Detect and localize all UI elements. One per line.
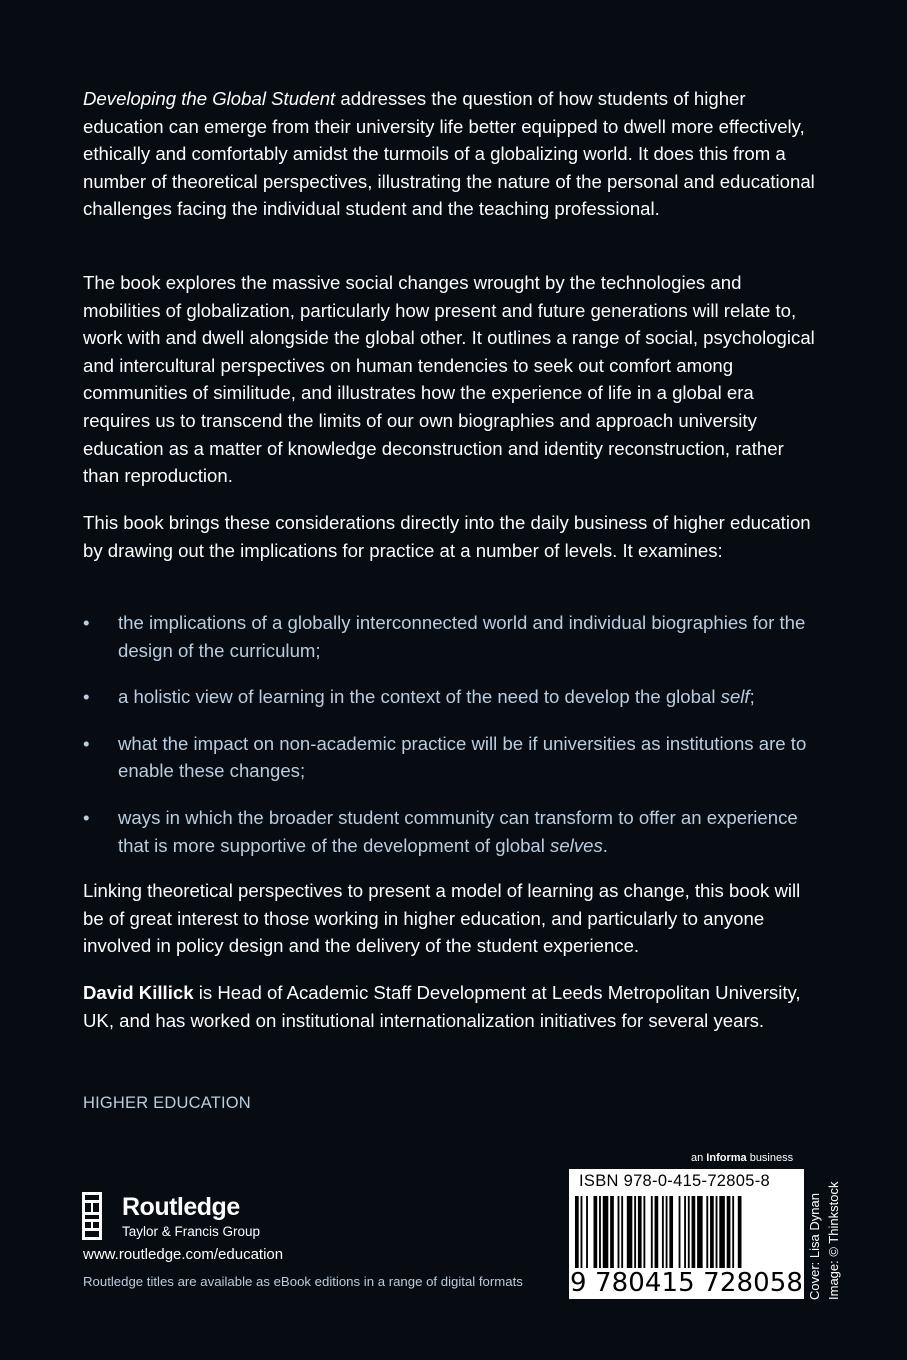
intro-text: addresses the question of how students of higher education can emerge from their university life better equipped to dwell more effectively, ethically and comfortably amidst the turmoils of a globalizing world. It does this from a number of theoretical perspectives, illustrating the nature of the personal and educational challenges facing the individual student and the teaching professional. <box>83 88 815 220</box>
barcode-bar <box>697 1196 703 1268</box>
barcode-bar <box>662 1196 664 1268</box>
informa-tagline: an Informa business <box>691 1152 794 1164</box>
bullet-icon: • <box>83 806 90 828</box>
routledge-logo-icon <box>82 1192 102 1240</box>
bullet-icon: • <box>83 686 90 708</box>
isbn-label: ISBN 978-0-415-72805-8 <box>579 1172 770 1190</box>
description-text: The book explores the massive social changes wrought by the technologies and mobilities of globalization, particularly how present and future generations will relate to, work with and dwell alongside the global other. It outlines a range of social, psychological and intercultural perspectives on human tendencies to seek out comfort among communities of similitude, and illustrates how the experience of life in a global era requires us to transcend the limits of our own biographies and approach university education as a matter of knowledge deconstruction and identity reconstruction, rather than reproduction. <box>83 272 815 487</box>
intro-paragraph <box>83 85 823 223</box>
barcode-bar <box>621 1196 623 1268</box>
barcode-bar <box>651 1196 653 1268</box>
list-item: • the implications of a globally interconnected world and individual biographies for the design of the curriculum; <box>83 609 823 664</box>
barcode-bar <box>586 1196 588 1268</box>
author-name: David Killick <box>83 982 194 1003</box>
category-label: HIGHER EDUCATION <box>83 1094 251 1112</box>
barcode-bar <box>732 1196 734 1268</box>
barcode-bar <box>719 1196 725 1268</box>
description-paragraph <box>83 269 823 490</box>
barcode-bar <box>575 1196 579 1268</box>
examines-text: This book brings these considerations directly into the daily business of higher education by drawing out the implications for practice at a number of levels. It examines: <box>83 512 811 561</box>
publisher-group: Taylor & Francis Group <box>122 1224 261 1239</box>
barcode-bar <box>688 1196 690 1268</box>
barcode-bar <box>643 1196 645 1268</box>
bullet-list <box>83 609 823 878</box>
barcode-bar <box>581 1196 583 1268</box>
list-item: • a holistic view of learning in the context of the need to develop the global self; <box>83 683 823 711</box>
interest-text: Linking theoretical perspectives to present a model of learning as change, this book will be of great interest to those working in higher education, and particularly to anyone involved in policy design and the delivery of the student experience. <box>83 880 801 957</box>
interest-paragraph <box>83 877 823 960</box>
barcode-bar <box>706 1196 708 1268</box>
barcode-digits: 9 780415 728058 <box>569 1268 804 1298</box>
barcode-bar <box>738 1196 742 1268</box>
list-item: • ways in which the broader student community can transform to offer an experience that is more supportive of the development of global selves. <box>83 804 823 859</box>
barcode-bar <box>655 1196 659 1268</box>
barcode-bar <box>610 1196 614 1268</box>
barcode-bar <box>679 1196 681 1268</box>
barcode-bar <box>594 1196 598 1268</box>
author-bio-text: is Head of Academic Staff Development at Leeds Metropolitan University, UK, and has worked on institutional internationalization initiatives for several years. <box>83 982 801 1031</box>
barcode-bar <box>618 1196 620 1268</box>
bullet-icon: • <box>83 732 90 754</box>
barcode-bar <box>666 1196 668 1268</box>
barcode-bar <box>603 1196 609 1268</box>
bullet-icon: • <box>83 612 90 633</box>
ebook-note: Routledge titles are available as eBook editions in a range of digital formats <box>83 1274 523 1289</box>
publisher-url[interactable]: www.routledge.com/education <box>83 1246 284 1263</box>
publisher-name: Routledge <box>122 1193 240 1221</box>
list-item: • what the impact on non-academic practice will be if universities as institutions are to enable these changes; <box>83 730 823 785</box>
barcode <box>569 1169 804 1299</box>
author-bio <box>83 979 823 1034</box>
examines-paragraph <box>83 509 823 564</box>
image-credit: Image: © Thinkstock <box>826 1181 841 1300</box>
barcode-bar <box>627 1196 633 1268</box>
barcode-bar <box>638 1196 642 1268</box>
barcode-bar <box>684 1196 686 1268</box>
barcode-bar <box>710 1196 714 1268</box>
barcode-bar <box>692 1196 696 1268</box>
barcode-bar <box>634 1196 636 1268</box>
barcode-bar <box>716 1196 718 1268</box>
barcode-bar <box>669 1196 673 1268</box>
barcode-bar <box>599 1196 601 1268</box>
barcode-bar <box>727 1196 731 1268</box>
book-title: Developing the Global Student <box>83 88 336 109</box>
cover-credit: Cover: Lisa Dynan <box>807 1193 822 1300</box>
